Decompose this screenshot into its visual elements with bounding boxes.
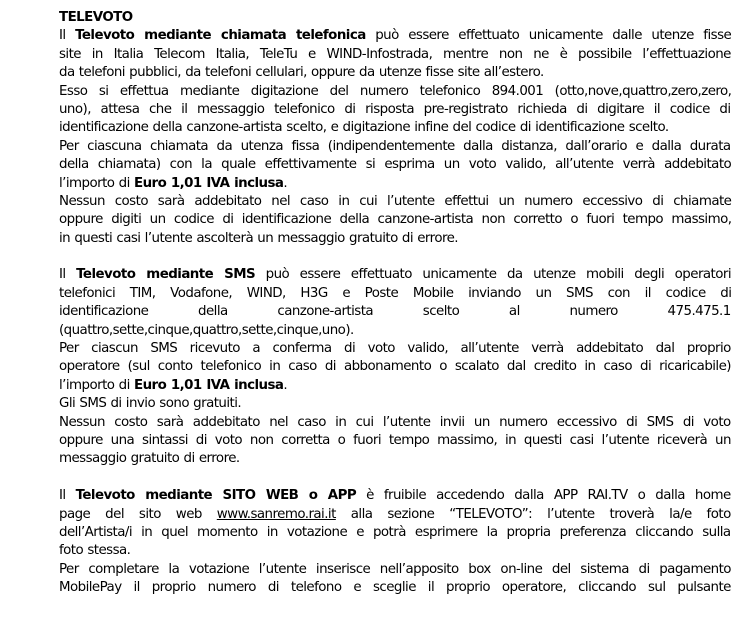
web-line-3: foto stessa. xyxy=(59,543,131,559)
phone-tail-0: Nessun costo sarà addebitato nel caso in cui l’utente effettui un numero eccessivo di chiamate xyxy=(59,193,732,209)
text: . xyxy=(283,175,288,191)
sms-tail-3: messaggio gratuito di errore. xyxy=(59,451,240,467)
sms-tail-1: Nessun costo sarà addebitato nel caso in cui l’utente invii un numero eccessivo di SMS di voto xyxy=(59,414,731,430)
sms-cost-line xyxy=(59,377,731,395)
sanremo-link[interactable]: www.sanremo.rai.it xyxy=(216,506,336,522)
text: l’importo di xyxy=(59,175,134,191)
sms-line-3: (quattro,sette,cinque,quattro,sette,cinque,uno). xyxy=(59,322,354,338)
phone-tail-1: oppure digiti un codice di identificazione della canzone-artista non corretto o fuori tempo massimo, xyxy=(59,212,732,228)
bold-text: Televoto mediante chiamata telefonica xyxy=(75,28,366,44)
text: page del sito web xyxy=(59,506,217,522)
phone-line-1: site in Italia Telecom Italia, TeleTu e WIND-Infostrada, mentre non ne è possibile l’effettuazione xyxy=(59,46,731,62)
sms-line-5: operatore (sul conto telefonico in caso di abbonamento o scalato dal credito in caso di ricaricabile) xyxy=(59,359,731,375)
web-line-2: dell’Artista/i in quel momento in votazione e potrà esprimere la propria preferenza cliccando sulla xyxy=(59,524,731,540)
sms-line-4: Per ciascun SMS ricevuto a conferma di voto valido, all’utente verrà addebitato dal proprio xyxy=(59,341,731,357)
sms-line-0 xyxy=(59,266,731,284)
text: può essere effettuato unicamente da utenze mobili degli operatori xyxy=(255,267,732,283)
web-line-0 xyxy=(59,487,731,505)
cost-bold: Euro 1,01 IVA inclusa xyxy=(133,175,284,191)
bold-text: Televoto mediante SITO WEB o APP xyxy=(75,488,357,504)
document-page xyxy=(59,9,731,598)
paragraph-gap xyxy=(59,469,731,487)
phone-cost-line xyxy=(59,175,731,193)
web-line-4: Per completare la votazione l’utente inserisce nell’apposito box on-line del sistema di pagamento xyxy=(59,561,731,577)
sms-line-1: telefonici TIM, Vodafone, WIND, H3G e Poste Mobile inviando un SMS con il codice di xyxy=(59,285,732,301)
phone-line-3: Esso si effettua mediante digitazione del numero telefonico 894.001 (otto,nove,quattro,zero,zero, xyxy=(59,83,732,99)
phone-line-7: della chiamata) con la quale effettivamente si esprima un voto valido, all’utente verrà addebitato xyxy=(59,157,732,173)
text: . xyxy=(283,377,288,393)
bold-text: Televoto mediante SMS xyxy=(76,267,256,283)
phone-line-6: Per ciascuna chiamata da utenza fissa (indipendentemente dalla distanza, dall’orario e dalla durata xyxy=(59,138,731,154)
document-title xyxy=(59,9,731,27)
title-text: TELEVOTO xyxy=(59,10,133,25)
text: è fruibile accedendo dalla APP RAI.TV o dalla home xyxy=(356,488,731,504)
sms-line-2: identificazione della canzone-artista scelto al numero 475.475.1 xyxy=(59,304,731,320)
sms-tail-2: oppure una sintassi di voto non corretta o fuori tempo massimo, in questi casi l’utente riceverà un xyxy=(59,432,731,448)
phone-line-0 xyxy=(59,27,731,45)
web-line-1 xyxy=(59,506,731,524)
phone-line-5: identificazione della canzone-artista scelto, e digitazione infine del codice di identificazione scelto. xyxy=(59,120,669,136)
sms-tail-0: Gli SMS di invio sono gratuiti. xyxy=(59,396,242,412)
cost-bold: Euro 1,01 IVA inclusa xyxy=(133,377,284,393)
text: alla sezione “TELEVOTO”: l’utente troverà la/e foto xyxy=(335,506,731,522)
phone-line-2: da telefoni pubblici, da telefoni cellulari, oppure da utenze fisse site all’estero. xyxy=(59,65,544,81)
text: Il xyxy=(59,488,76,504)
paragraph-gap xyxy=(59,248,731,266)
text: può essere effettuato unicamente dalle utenze fisse xyxy=(365,28,732,44)
phone-line-4: uno), attesa che il messaggio telefonico di risposta pre-registrato richieda di digitare il codice di xyxy=(59,101,731,117)
text: Il xyxy=(59,267,77,283)
text: Il xyxy=(59,28,76,44)
web-line-5: MobilePay il proprio numero di telefono e sceglie il proprio operatore, cliccando sul pulsante xyxy=(59,580,731,596)
phone-tail-2: in questi casi l’utente ascolterà un messaggio gratuito di errore. xyxy=(59,230,459,246)
text: l’importo di xyxy=(59,377,134,393)
